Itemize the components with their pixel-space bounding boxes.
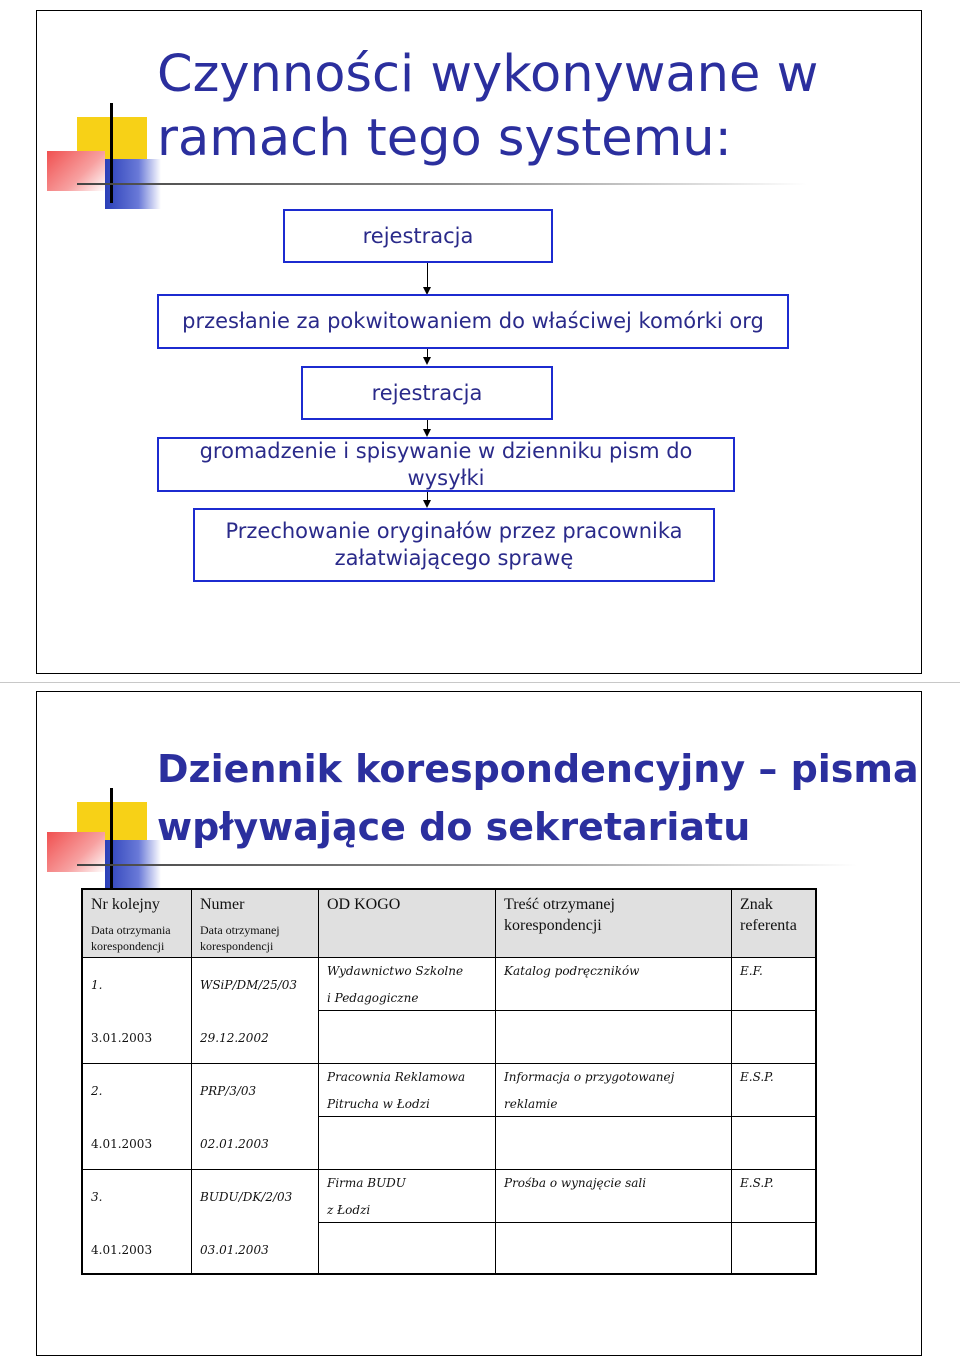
- row-znak: E.S.P.: [740, 1176, 774, 1190]
- row-nr: 3.: [91, 1190, 103, 1204]
- header-nr: Nr kolejny: [91, 896, 160, 913]
- row-date-letter: 03.01.2003: [200, 1243, 269, 1257]
- row-date-received: 4.01.2003: [91, 1243, 153, 1257]
- page-title: [157, 43, 818, 171]
- row-od-kogo: i Pedagogiczne: [327, 991, 419, 1005]
- header-tresc: korespondencji: [504, 917, 602, 934]
- flow-step-label: rejestracja: [362, 223, 474, 248]
- header-numer-sub: Data otrzymanej: [200, 923, 280, 937]
- row-nr: 1.: [91, 978, 103, 992]
- header-od-kogo: OD KOGO: [327, 896, 401, 913]
- arrow-down-icon: [423, 500, 431, 508]
- row-date-letter: 02.01.2003: [200, 1137, 269, 1151]
- row-od-kogo: Firma BUDU: [327, 1176, 406, 1190]
- flow-step-registration: [283, 209, 553, 263]
- flow-step-registration-2: [301, 366, 553, 420]
- row-tresc: reklamie: [504, 1097, 558, 1111]
- flow-step-collecting: [157, 437, 735, 492]
- flow-step-label: gromadzenie i spisywanie w dzienniku pism do wysyłki: [199, 438, 693, 490]
- row-od-kogo: Pitrucha w Łodzi: [327, 1097, 430, 1111]
- header-znak: referenta: [740, 917, 797, 934]
- row-od-kogo: Pracownia Reklamowa: [327, 1070, 466, 1084]
- flow-step-transfer: [157, 294, 789, 349]
- row-tresc: Informacja o przygotowanej: [504, 1070, 675, 1084]
- row-nr: 2.: [91, 1084, 103, 1098]
- flow-step-label: przesłanie za pokwitowaniem do właściwej komórki org: [182, 309, 764, 333]
- slide-2: [36, 691, 922, 1356]
- header-numer: Numer: [200, 896, 245, 913]
- row-tresc: Prośba o wynajęcie sali: [504, 1176, 647, 1190]
- header-nr-sub: korespondencji: [91, 939, 165, 953]
- page-separator: [0, 682, 960, 683]
- header-znak: Znak: [740, 896, 773, 913]
- row-date-letter: 29.12.2002: [200, 1031, 269, 1045]
- slide-1: [36, 10, 922, 674]
- flow-step-storage: [193, 508, 715, 582]
- title-line: Czynności wykonywane w: [157, 45, 819, 104]
- header-nr-sub: Data otrzymania: [91, 923, 171, 937]
- flow-step-label: rejestracja: [371, 380, 483, 405]
- row-numer: BUDU/DK/2/03: [200, 1190, 293, 1204]
- row-numer: WSiP/DM/25/03: [200, 978, 298, 992]
- row-od-kogo: z Łodzi: [327, 1203, 371, 1217]
- header-numer-sub: korespondencji: [200, 939, 274, 953]
- header-tresc: Treść otrzymanej: [504, 896, 615, 913]
- title-line: ramach tego systemu:: [157, 109, 732, 168]
- row-tresc: Katalog podręczników: [504, 964, 640, 978]
- row-znak: E.F.: [740, 964, 763, 978]
- page-title: [157, 740, 919, 856]
- arrow-down-icon: [423, 429, 431, 437]
- title-line: wpływające do sekretariatu: [157, 805, 751, 849]
- arrow-down-icon: [423, 357, 431, 365]
- row-date-received: 3.01.2003: [91, 1031, 153, 1045]
- flow-step-label: Przechowanie oryginałów przez pracownika: [225, 519, 683, 543]
- flow-step-label: załatwiającego sprawę: [334, 546, 574, 570]
- row-od-kogo: Wydawnictwo Szkolne: [327, 964, 464, 978]
- row-numer: PRP/3/03: [200, 1084, 257, 1098]
- row-date-received: 4.01.2003: [91, 1137, 153, 1151]
- table-header: [83, 890, 815, 957]
- row-znak: E.S.P.: [740, 1070, 774, 1084]
- correspondence-table: [81, 888, 817, 1275]
- title-line: Dziennik korespondencyjny – pisma: [157, 747, 919, 791]
